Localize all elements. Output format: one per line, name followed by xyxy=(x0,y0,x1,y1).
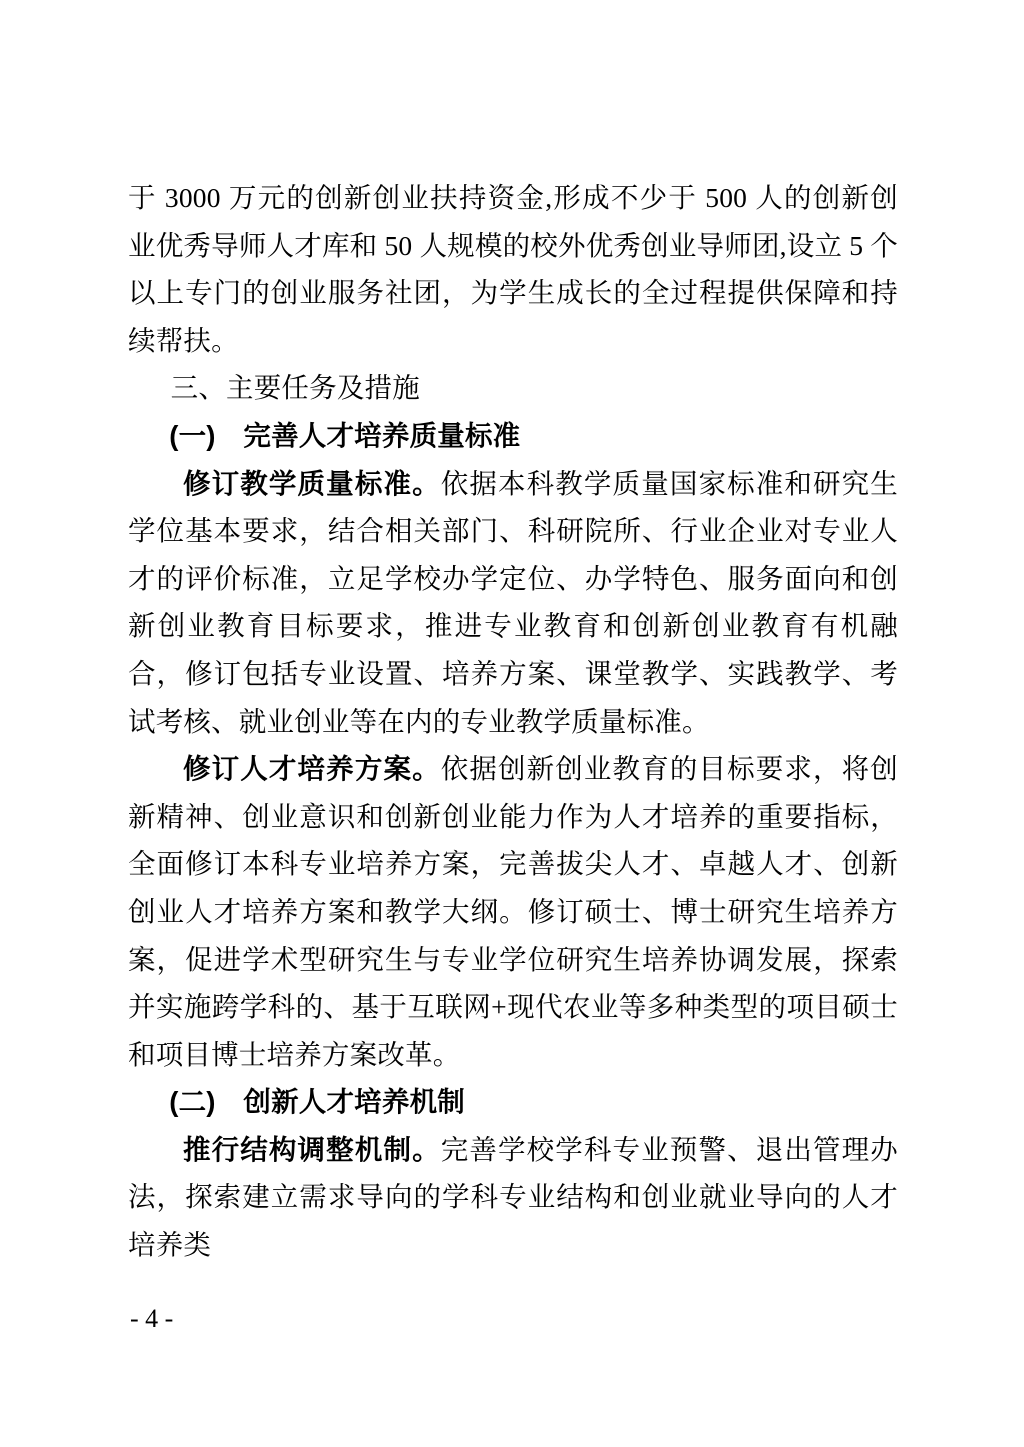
subsection-heading-text: (一) 完善人才培养质量标准 xyxy=(169,419,521,451)
section-title-text: 三、主要任务及措施 xyxy=(170,372,420,404)
subsection-heading-training-mechanism xyxy=(128,1078,898,1126)
paragraph-text: 于 3000 万元的创新创业扶持资金,形成不少于 500 人的创新创业优秀导师人才库和 50 人规模的校外优秀创业导师团,设立 5 个以上专门的创业服务社团，为学生成长的全过程提供保障和持续帮扶。 xyxy=(128,182,898,356)
paragraph-structure-adjustment xyxy=(128,1126,898,1269)
subsection-heading-text: (二) 创新人才培养机制 xyxy=(169,1086,465,1118)
paragraph-bold-lead: 修订教学质量标准。 xyxy=(183,467,441,499)
paragraph-bold-lead: 推行结构调整机制。 xyxy=(183,1133,441,1165)
paragraph-text: 依据创新创业教育的目标要求，将创新精神、创业意识和创新创业能力作为人才培养的重要指标，全面修订本科专业培养方案，完善拔尖人才、卓越人才、创新创业人才培养方案和教学大纲。修订硕士、博士研究生培养方案，促进学术型研究生与专业学位研究生培养协调发展，探索并实施跨学科的、基于互联网+现代农业等多种类型的项目硕士和项目博士培养方案改革。 xyxy=(128,753,898,1070)
paragraph-text: 依据本科教学质量国家标准和研究生学位基本要求，结合相关部门、科研院所、行业企业对专业人才的评价标准，立足学校办学定位、办学特色、服务面向和创新创业教育目标要求，推进专业教育和创新创业教育有机融合，修订包括专业设置、培养方案、课堂教学、实践教学、考试考核、就业创业等在内的专业教学质量标准。 xyxy=(128,467,898,737)
paragraph-continued-funding xyxy=(128,174,898,364)
paragraph-training-plan xyxy=(128,745,898,1078)
section-title-main-tasks xyxy=(128,364,898,412)
paragraph-teaching-quality xyxy=(128,460,898,746)
paragraph-bold-lead: 修订人才培养方案。 xyxy=(183,753,441,785)
subsection-heading-quality-standards xyxy=(128,412,898,460)
document-body xyxy=(128,174,898,1269)
page-number: - 4 - xyxy=(130,1304,174,1333)
paragraph-text: 完善学校学科专业预警、退出管理办法，探索建立需求导向的学科专业结构和创业就业导向的人才培养类 xyxy=(128,1133,898,1261)
